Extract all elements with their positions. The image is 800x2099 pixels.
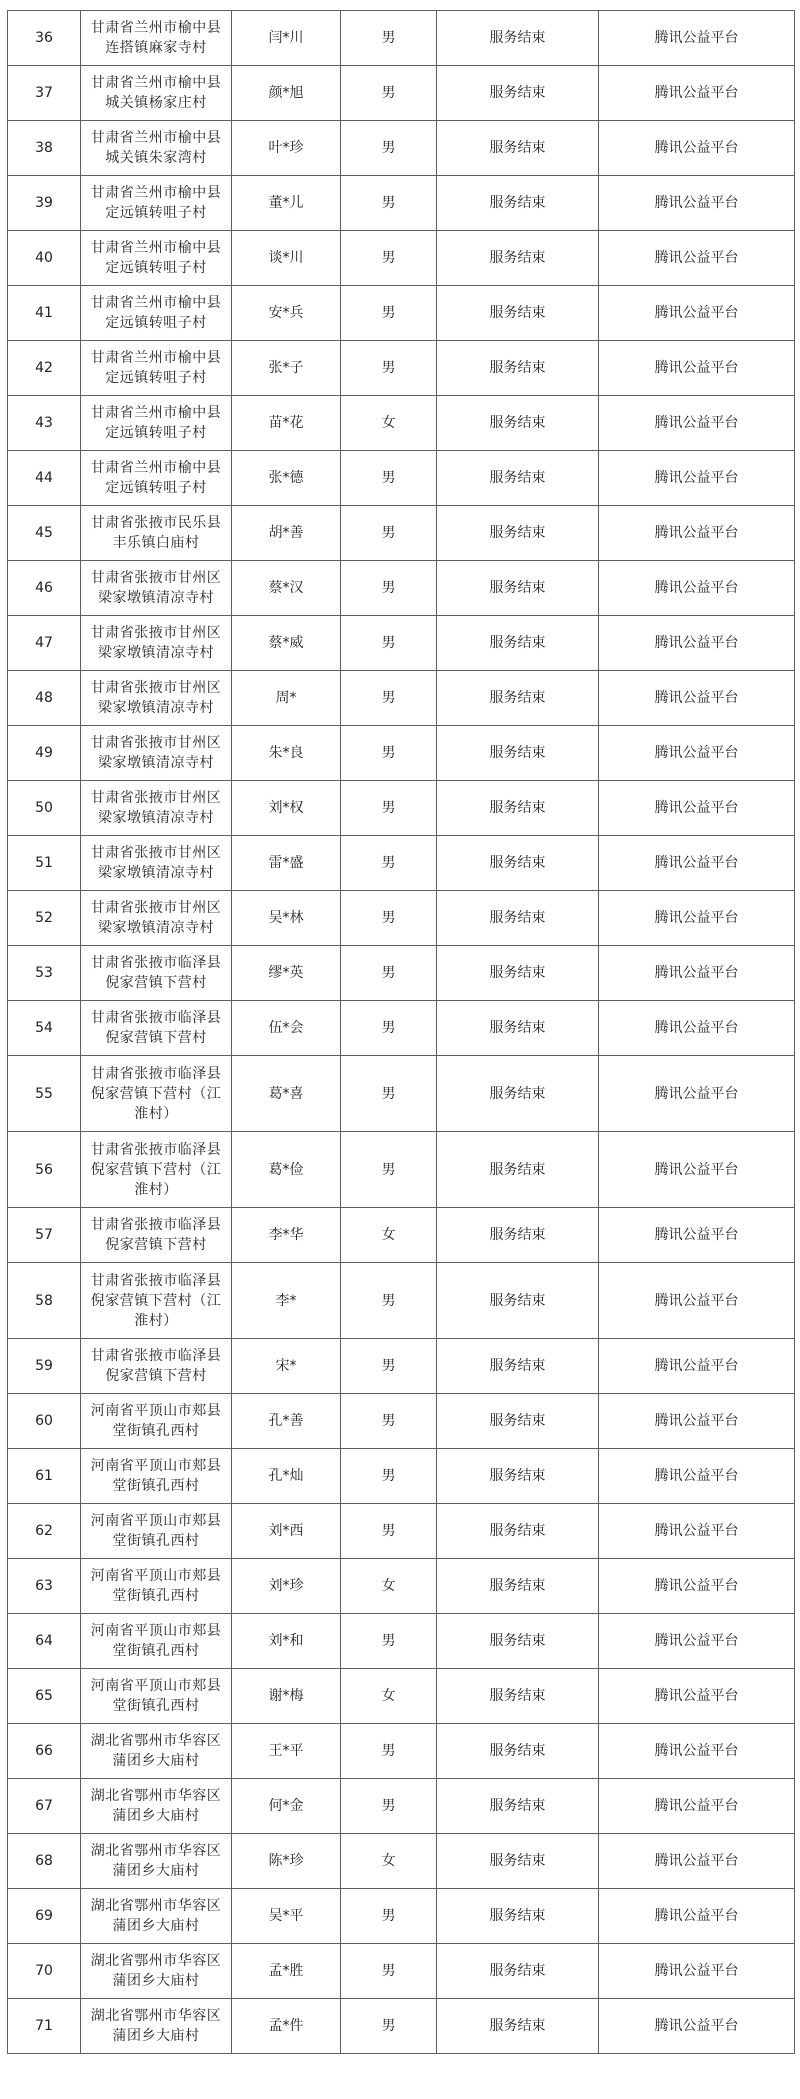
table-row <box>8 1056 795 1132</box>
name-cell: 缪*英 <box>232 946 341 1001</box>
name-cell: 董*儿 <box>232 176 341 231</box>
name-cell: 孔*善 <box>232 1394 341 1449</box>
row-number-cell: 59 <box>8 1339 81 1394</box>
name-cell: 吴*林 <box>232 891 341 946</box>
name-cell: 葛*喜 <box>232 1056 341 1132</box>
name-cell: 李*华 <box>232 1208 341 1263</box>
name-cell: 李* <box>232 1263 341 1339</box>
status-cell: 服务结束 <box>437 1056 599 1132</box>
platform-cell: 腾讯公益平台 <box>599 286 795 341</box>
platform-cell: 腾讯公益平台 <box>599 1889 795 1944</box>
platform-cell: 腾讯公益平台 <box>599 1339 795 1394</box>
platform-cell: 腾讯公益平台 <box>599 671 795 726</box>
row-number-cell: 68 <box>8 1834 81 1889</box>
name-cell: 孔*灿 <box>232 1449 341 1504</box>
name-cell: 何*金 <box>232 1779 341 1834</box>
status-cell: 服务结束 <box>437 506 599 561</box>
table-row <box>8 1001 795 1056</box>
row-number-cell: 65 <box>8 1669 81 1724</box>
address-cell: 河南省平顶山市郏县堂街镇孔西村 <box>81 1669 232 1724</box>
gender-cell: 男 <box>341 1056 437 1132</box>
address-cell: 甘肃省张掖市临泽县倪家营镇下营村（江淮村） <box>81 1132 232 1208</box>
address-cell: 湖北省鄂州市华容区蒲团乡大庙村 <box>81 1999 232 2054</box>
table-row <box>8 66 795 121</box>
address-cell: 甘肃省张掖市临泽县倪家营镇下营村 <box>81 946 232 1001</box>
status-cell: 服务结束 <box>437 1001 599 1056</box>
platform-cell: 腾讯公益平台 <box>599 561 795 616</box>
row-number-cell: 40 <box>8 231 81 286</box>
address-cell: 甘肃省张掖市临泽县倪家营镇下营村 <box>81 1339 232 1394</box>
address-cell: 甘肃省张掖市民乐县丰乐镇白庙村 <box>81 506 232 561</box>
platform-cell: 腾讯公益平台 <box>599 341 795 396</box>
status-cell: 服务结束 <box>437 451 599 506</box>
status-cell: 服务结束 <box>437 946 599 1001</box>
name-cell: 吴*平 <box>232 1889 341 1944</box>
address-cell: 甘肃省张掖市临泽县倪家营镇下营村 <box>81 1208 232 1263</box>
name-cell: 安*兵 <box>232 286 341 341</box>
status-cell: 服务结束 <box>437 121 599 176</box>
status-cell: 服务结束 <box>437 1449 599 1504</box>
name-cell: 宋* <box>232 1339 341 1394</box>
table-row <box>8 11 795 66</box>
platform-cell: 腾讯公益平台 <box>599 1834 795 1889</box>
address-cell: 甘肃省张掖市甘州区梁家墩镇清凉寺村 <box>81 836 232 891</box>
status-cell: 服务结束 <box>437 1779 599 1834</box>
name-cell: 闫*川 <box>232 11 341 66</box>
status-cell: 服务结束 <box>437 1559 599 1614</box>
row-number-cell: 41 <box>8 286 81 341</box>
gender-cell: 男 <box>341 341 437 396</box>
table-row <box>8 836 795 891</box>
platform-cell: 腾讯公益平台 <box>599 451 795 506</box>
gender-cell: 男 <box>341 121 437 176</box>
status-cell: 服务结束 <box>437 1614 599 1669</box>
status-cell: 服务结束 <box>437 836 599 891</box>
row-number-cell: 48 <box>8 671 81 726</box>
gender-cell: 男 <box>341 1001 437 1056</box>
table-row <box>8 1669 795 1724</box>
platform-cell: 腾讯公益平台 <box>599 11 795 66</box>
records-table-body <box>8 11 795 2054</box>
address-cell: 甘肃省张掖市临泽县倪家营镇下营村（江淮村） <box>81 1263 232 1339</box>
name-cell: 叶*珍 <box>232 121 341 176</box>
address-cell: 河南省平顶山市郏县堂街镇孔西村 <box>81 1394 232 1449</box>
row-number-cell: 67 <box>8 1779 81 1834</box>
status-cell: 服务结束 <box>437 1944 599 1999</box>
platform-cell: 腾讯公益平台 <box>599 176 795 231</box>
table-row <box>8 1449 795 1504</box>
row-number-cell: 53 <box>8 946 81 1001</box>
status-cell: 服务结束 <box>437 561 599 616</box>
gender-cell: 男 <box>341 1394 437 1449</box>
row-number-cell: 63 <box>8 1559 81 1614</box>
row-number-cell: 71 <box>8 1999 81 2054</box>
address-cell: 甘肃省张掖市临泽县倪家营镇下营村 <box>81 1001 232 1056</box>
table-row <box>8 506 795 561</box>
status-cell: 服务结束 <box>437 1834 599 1889</box>
platform-cell: 腾讯公益平台 <box>599 1944 795 1999</box>
gender-cell: 女 <box>341 1559 437 1614</box>
gender-cell: 男 <box>341 836 437 891</box>
table-row <box>8 121 795 176</box>
gender-cell: 男 <box>341 946 437 1001</box>
platform-cell: 腾讯公益平台 <box>599 1779 795 1834</box>
row-number-cell: 52 <box>8 891 81 946</box>
table-row <box>8 176 795 231</box>
name-cell: 陈*珍 <box>232 1834 341 1889</box>
name-cell: 张*子 <box>232 341 341 396</box>
gender-cell: 男 <box>341 1614 437 1669</box>
gender-cell: 男 <box>341 1504 437 1559</box>
address-cell: 甘肃省兰州市榆中县城关镇朱家湾村 <box>81 121 232 176</box>
table-row <box>8 1208 795 1263</box>
table-row <box>8 1263 795 1339</box>
name-cell: 伍*会 <box>232 1001 341 1056</box>
table-row <box>8 1779 795 1834</box>
name-cell: 葛*俭 <box>232 1132 341 1208</box>
table-row <box>8 451 795 506</box>
platform-cell: 腾讯公益平台 <box>599 1208 795 1263</box>
address-cell: 湖北省鄂州市华容区蒲团乡大庙村 <box>81 1889 232 1944</box>
name-cell: 刘*西 <box>232 1504 341 1559</box>
gender-cell: 男 <box>341 1339 437 1394</box>
platform-cell: 腾讯公益平台 <box>599 781 795 836</box>
table-row <box>8 891 795 946</box>
table-row <box>8 1394 795 1449</box>
status-cell: 服务结束 <box>437 341 599 396</box>
gender-cell: 男 <box>341 1263 437 1339</box>
table-row <box>8 341 795 396</box>
address-cell: 甘肃省兰州市榆中县定远镇转咀子村 <box>81 176 232 231</box>
table-row <box>8 1944 795 1999</box>
table-row <box>8 1614 795 1669</box>
gender-cell: 男 <box>341 1132 437 1208</box>
address-cell: 湖北省鄂州市华容区蒲团乡大庙村 <box>81 1724 232 1779</box>
address-cell: 河南省平顶山市郏县堂街镇孔西村 <box>81 1559 232 1614</box>
address-cell: 甘肃省兰州市榆中县定远镇转咀子村 <box>81 396 232 451</box>
platform-cell: 腾讯公益平台 <box>599 1394 795 1449</box>
platform-cell: 腾讯公益平台 <box>599 506 795 561</box>
row-number-cell: 46 <box>8 561 81 616</box>
row-number-cell: 39 <box>8 176 81 231</box>
gender-cell: 男 <box>341 781 437 836</box>
status-cell: 服务结束 <box>437 231 599 286</box>
status-cell: 服务结束 <box>437 891 599 946</box>
row-number-cell: 61 <box>8 1449 81 1504</box>
gender-cell: 男 <box>341 11 437 66</box>
name-cell: 王*平 <box>232 1724 341 1779</box>
status-cell: 服务结束 <box>437 1132 599 1208</box>
row-number-cell: 51 <box>8 836 81 891</box>
table-row <box>8 1559 795 1614</box>
table-row <box>8 561 795 616</box>
status-cell: 服务结束 <box>437 396 599 451</box>
address-cell: 甘肃省兰州市榆中县定远镇转咀子村 <box>81 286 232 341</box>
gender-cell: 男 <box>341 506 437 561</box>
gender-cell: 男 <box>341 1999 437 2054</box>
status-cell: 服务结束 <box>437 176 599 231</box>
platform-cell: 腾讯公益平台 <box>599 1669 795 1724</box>
row-number-cell: 58 <box>8 1263 81 1339</box>
row-number-cell: 47 <box>8 616 81 671</box>
gender-cell: 男 <box>341 671 437 726</box>
table-row <box>8 1999 795 2054</box>
table-row <box>8 396 795 451</box>
table-row <box>8 231 795 286</box>
row-number-cell: 66 <box>8 1724 81 1779</box>
row-number-cell: 43 <box>8 396 81 451</box>
platform-cell: 腾讯公益平台 <box>599 836 795 891</box>
address-cell: 甘肃省兰州市榆中县定远镇转咀子村 <box>81 341 232 396</box>
table-row <box>8 781 795 836</box>
row-number-cell: 36 <box>8 11 81 66</box>
table-row <box>8 616 795 671</box>
status-cell: 服务结束 <box>437 1724 599 1779</box>
name-cell: 张*德 <box>232 451 341 506</box>
status-cell: 服务结束 <box>437 616 599 671</box>
row-number-cell: 60 <box>8 1394 81 1449</box>
row-number-cell: 42 <box>8 341 81 396</box>
address-cell: 甘肃省张掖市甘州区梁家墩镇清凉寺村 <box>81 891 232 946</box>
status-cell: 服务结束 <box>437 1889 599 1944</box>
row-number-cell: 50 <box>8 781 81 836</box>
row-number-cell: 55 <box>8 1056 81 1132</box>
name-cell: 孟*件 <box>232 1999 341 2054</box>
gender-cell: 男 <box>341 891 437 946</box>
status-cell: 服务结束 <box>437 1504 599 1559</box>
gender-cell: 男 <box>341 66 437 121</box>
address-cell: 河南省平顶山市郏县堂街镇孔西村 <box>81 1614 232 1669</box>
address-cell: 甘肃省兰州市榆中县定远镇转咀子村 <box>81 451 232 506</box>
gender-cell: 男 <box>341 616 437 671</box>
gender-cell: 男 <box>341 176 437 231</box>
gender-cell: 女 <box>341 1669 437 1724</box>
status-cell: 服务结束 <box>437 1669 599 1724</box>
name-cell: 谈*川 <box>232 231 341 286</box>
row-number-cell: 44 <box>8 451 81 506</box>
address-cell: 湖北省鄂州市华容区蒲团乡大庙村 <box>81 1834 232 1889</box>
table-row <box>8 1504 795 1559</box>
gender-cell: 男 <box>341 1944 437 1999</box>
platform-cell: 腾讯公益平台 <box>599 121 795 176</box>
row-number-cell: 70 <box>8 1944 81 1999</box>
gender-cell: 男 <box>341 451 437 506</box>
name-cell: 蔡*汉 <box>232 561 341 616</box>
table-row <box>8 1132 795 1208</box>
platform-cell: 腾讯公益平台 <box>599 1001 795 1056</box>
address-cell: 甘肃省张掖市甘州区梁家墩镇清凉寺村 <box>81 561 232 616</box>
address-cell: 河南省平顶山市郏县堂街镇孔西村 <box>81 1449 232 1504</box>
row-number-cell: 57 <box>8 1208 81 1263</box>
platform-cell: 腾讯公益平台 <box>599 66 795 121</box>
row-number-cell: 54 <box>8 1001 81 1056</box>
platform-cell: 腾讯公益平台 <box>599 1263 795 1339</box>
status-cell: 服务结束 <box>437 1394 599 1449</box>
name-cell: 刘*和 <box>232 1614 341 1669</box>
platform-cell: 腾讯公益平台 <box>599 1614 795 1669</box>
gender-cell: 女 <box>341 1208 437 1263</box>
table-row <box>8 946 795 1001</box>
platform-cell: 腾讯公益平台 <box>599 1132 795 1208</box>
row-number-cell: 38 <box>8 121 81 176</box>
table-row <box>8 1724 795 1779</box>
platform-cell: 腾讯公益平台 <box>599 1056 795 1132</box>
address-cell: 甘肃省张掖市临泽县倪家营镇下营村（江淮村） <box>81 1056 232 1132</box>
name-cell: 胡*善 <box>232 506 341 561</box>
gender-cell: 男 <box>341 561 437 616</box>
row-number-cell: 69 <box>8 1889 81 1944</box>
row-number-cell: 37 <box>8 66 81 121</box>
platform-cell: 腾讯公益平台 <box>599 1449 795 1504</box>
address-cell: 甘肃省兰州市榆中县连搭镇麻家寺村 <box>81 11 232 66</box>
row-number-cell: 49 <box>8 726 81 781</box>
table-row <box>8 726 795 781</box>
platform-cell: 腾讯公益平台 <box>599 726 795 781</box>
name-cell: 刘*珍 <box>232 1559 341 1614</box>
row-number-cell: 62 <box>8 1504 81 1559</box>
name-cell: 朱*良 <box>232 726 341 781</box>
name-cell: 刘*权 <box>232 781 341 836</box>
gender-cell: 男 <box>341 1449 437 1504</box>
status-cell: 服务结束 <box>437 286 599 341</box>
gender-cell: 女 <box>341 396 437 451</box>
address-cell: 甘肃省张掖市甘州区梁家墩镇清凉寺村 <box>81 726 232 781</box>
name-cell: 苗*花 <box>232 396 341 451</box>
address-cell: 甘肃省兰州市榆中县定远镇转咀子村 <box>81 231 232 286</box>
status-cell: 服务结束 <box>437 1208 599 1263</box>
table-row <box>8 1834 795 1889</box>
status-cell: 服务结束 <box>437 1263 599 1339</box>
gender-cell: 男 <box>341 1779 437 1834</box>
platform-cell: 腾讯公益平台 <box>599 946 795 1001</box>
name-cell: 孟*胜 <box>232 1944 341 1999</box>
address-cell: 甘肃省兰州市榆中县城关镇杨家庄村 <box>81 66 232 121</box>
address-cell: 甘肃省张掖市甘州区梁家墩镇清凉寺村 <box>81 616 232 671</box>
table-row <box>8 1339 795 1394</box>
gender-cell: 女 <box>341 1834 437 1889</box>
platform-cell: 腾讯公益平台 <box>599 231 795 286</box>
row-number-cell: 64 <box>8 1614 81 1669</box>
address-cell: 甘肃省张掖市甘州区梁家墩镇清凉寺村 <box>81 781 232 836</box>
name-cell: 周* <box>232 671 341 726</box>
address-cell: 河南省平顶山市郏县堂街镇孔西村 <box>81 1504 232 1559</box>
row-number-cell: 45 <box>8 506 81 561</box>
status-cell: 服务结束 <box>437 781 599 836</box>
platform-cell: 腾讯公益平台 <box>599 1999 795 2054</box>
gender-cell: 男 <box>341 726 437 781</box>
status-cell: 服务结束 <box>437 726 599 781</box>
gender-cell: 男 <box>341 286 437 341</box>
records-table <box>7 10 795 2054</box>
table-row <box>8 286 795 341</box>
gender-cell: 男 <box>341 1889 437 1944</box>
table-row <box>8 671 795 726</box>
status-cell: 服务结束 <box>437 11 599 66</box>
status-cell: 服务结束 <box>437 1339 599 1394</box>
platform-cell: 腾讯公益平台 <box>599 1559 795 1614</box>
platform-cell: 腾讯公益平台 <box>599 616 795 671</box>
address-cell: 湖北省鄂州市华容区蒲团乡大庙村 <box>81 1779 232 1834</box>
status-cell: 服务结束 <box>437 671 599 726</box>
name-cell: 雷*盛 <box>232 836 341 891</box>
platform-cell: 腾讯公益平台 <box>599 1724 795 1779</box>
status-cell: 服务结束 <box>437 1999 599 2054</box>
platform-cell: 腾讯公益平台 <box>599 891 795 946</box>
gender-cell: 男 <box>341 231 437 286</box>
address-cell: 湖北省鄂州市华容区蒲团乡大庙村 <box>81 1944 232 1999</box>
name-cell: 谢*梅 <box>232 1669 341 1724</box>
platform-cell: 腾讯公益平台 <box>599 396 795 451</box>
platform-cell: 腾讯公益平台 <box>599 1504 795 1559</box>
address-cell: 甘肃省张掖市甘州区梁家墩镇清凉寺村 <box>81 671 232 726</box>
name-cell: 蔡*威 <box>232 616 341 671</box>
name-cell: 颜*旭 <box>232 66 341 121</box>
row-number-cell: 56 <box>8 1132 81 1208</box>
gender-cell: 男 <box>341 1724 437 1779</box>
table-row <box>8 1889 795 1944</box>
status-cell: 服务结束 <box>437 66 599 121</box>
